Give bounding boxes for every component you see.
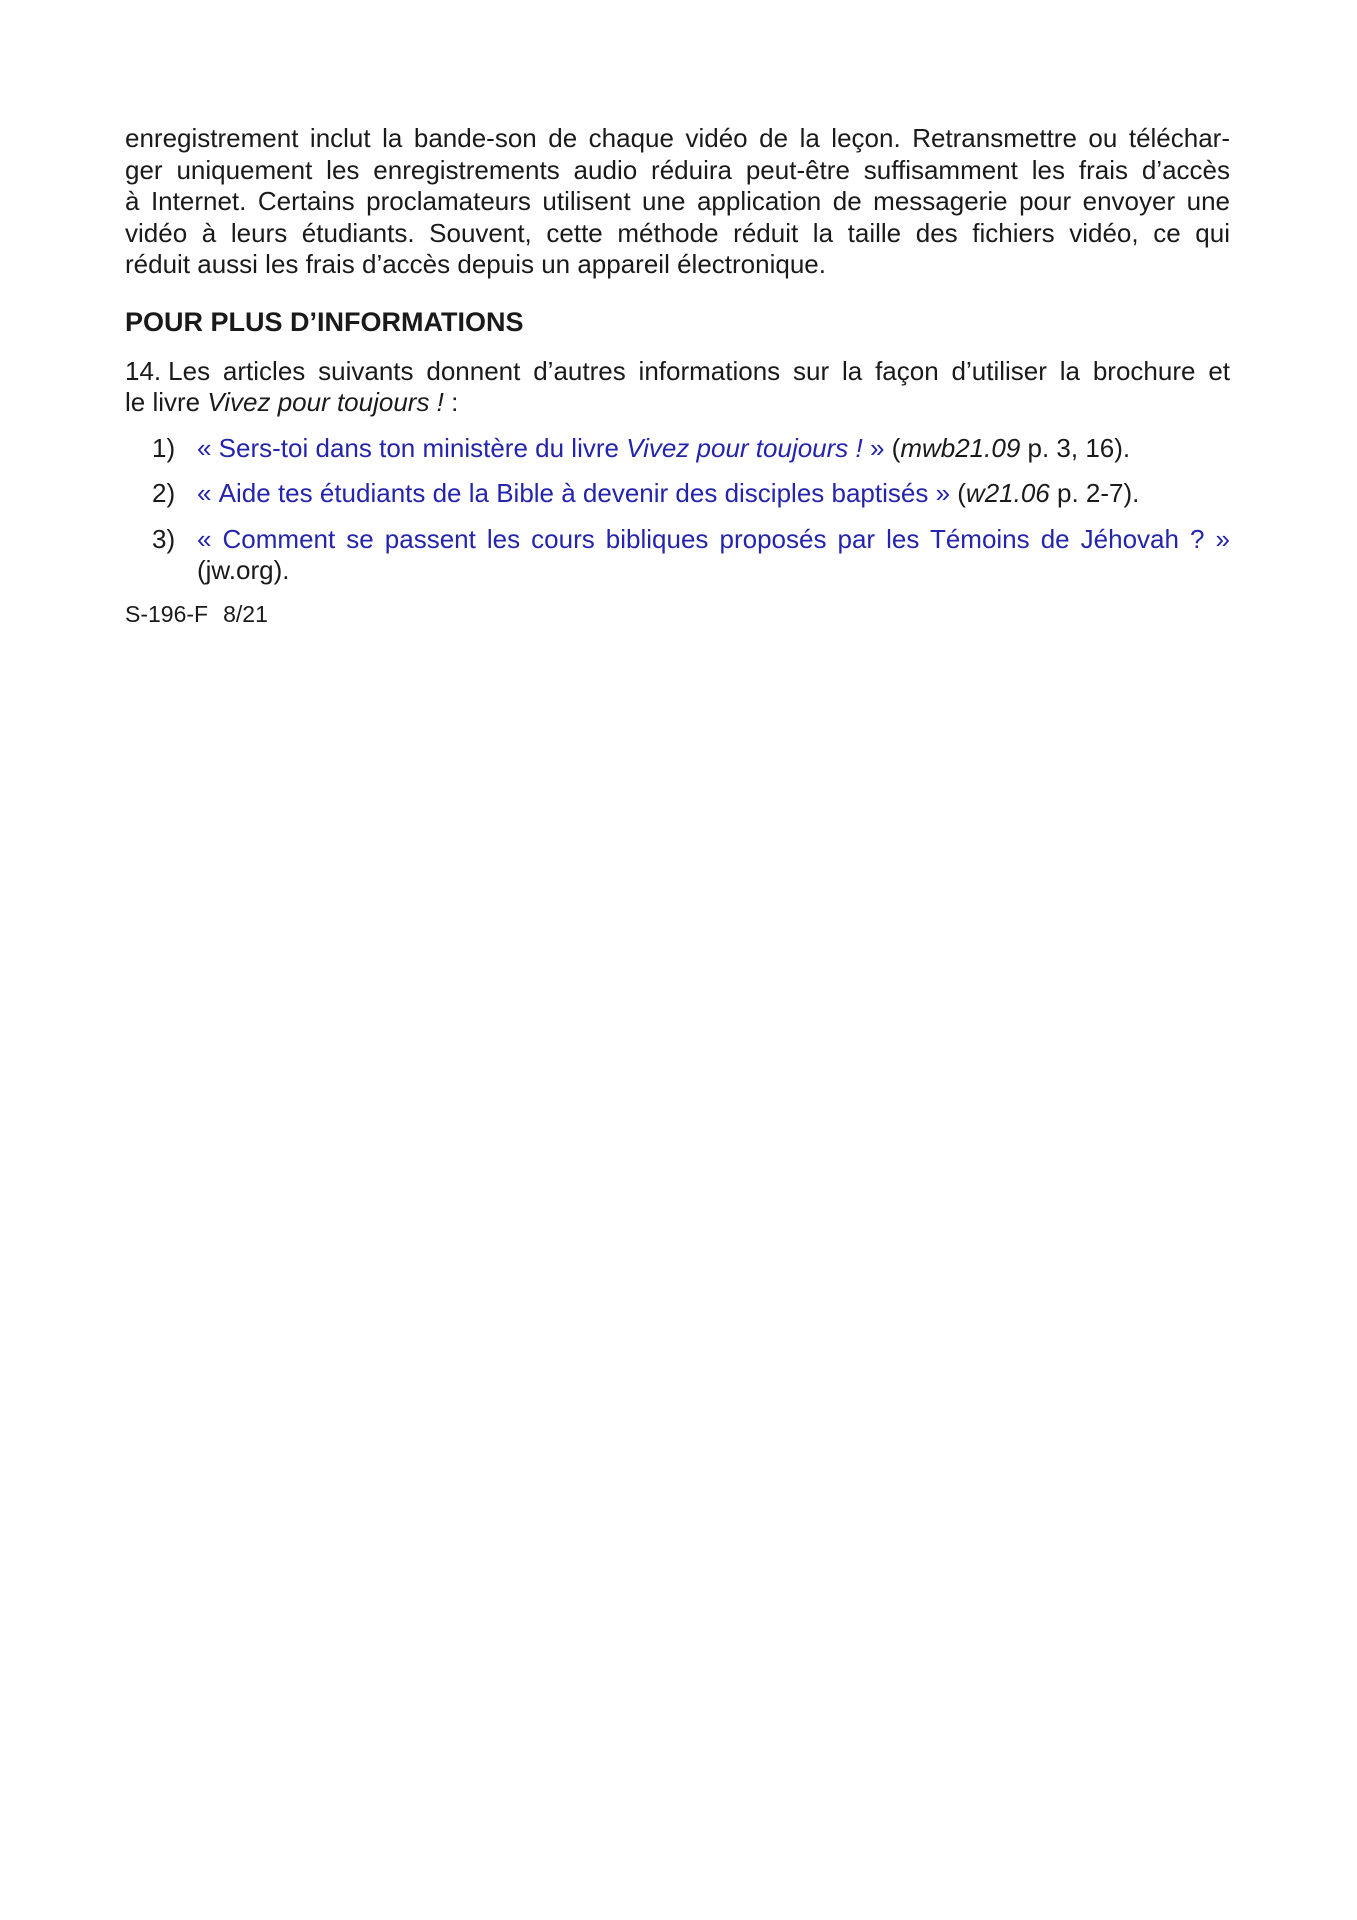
list-item-2-body bbox=[197, 478, 1230, 510]
paragraph-number: 14. bbox=[125, 355, 162, 386]
paragraph-14-text-colon: : bbox=[443, 387, 459, 417]
article-link-1[interactable] bbox=[197, 433, 884, 463]
article-link-2[interactable] bbox=[197, 478, 950, 508]
article-link-3[interactable] bbox=[197, 524, 1230, 554]
list-item-3-body bbox=[197, 524, 1230, 587]
article-link-1-book-title: Vivez pour toujours ! bbox=[626, 432, 863, 463]
article-1-reference-code: mwb21.09 bbox=[900, 432, 1021, 463]
article-list bbox=[125, 433, 1230, 587]
paragraph-14-line-2 bbox=[125, 387, 1230, 419]
paragraph-14-text-normal: le livre bbox=[125, 387, 208, 417]
paragraph-14-text: Les articles suivants donnent d’autres informations sur la façon d’utiliser la brochure et bbox=[168, 355, 1230, 386]
list-item-2 bbox=[125, 478, 1230, 510]
article-2-reference-pages: p. 2-7). bbox=[1049, 478, 1140, 508]
article-1-reference-pages: p. 3, 16). bbox=[1020, 432, 1131, 463]
paragraph-13 bbox=[125, 123, 1230, 281]
paragraph-13-line-4: vidéo à leurs étudiants. Souvent, cette méthode réduit la taille des fichiers vidéo, ce qui bbox=[125, 217, 1230, 248]
article-link-1-text: « Sers-toi dans ton ministère du livre bbox=[197, 432, 627, 463]
paragraph-14-line-1 bbox=[125, 356, 1230, 388]
form-footer bbox=[125, 601, 1230, 628]
form-number: S-196-F bbox=[125, 600, 209, 627]
list-item-1-body bbox=[197, 433, 1230, 465]
list-item-1 bbox=[125, 433, 1230, 465]
article-2-reference-open: ( bbox=[950, 478, 966, 508]
article-link-2-text: « Aide tes étudiants de la Bible à devenir des disciples baptisés » bbox=[197, 478, 951, 508]
article-1-reference-open: ( bbox=[884, 432, 901, 463]
paragraph-13-line-2: ger uniquement les enregistrements audio réduira peut-être suffisamment les frais d’accès bbox=[125, 154, 1230, 185]
article-2-reference-code: w21.06 bbox=[965, 478, 1050, 508]
paragraph-14 bbox=[125, 356, 1230, 419]
book-title-italic: Vivez pour toujours ! bbox=[207, 387, 444, 417]
list-item-1-number: 1) bbox=[152, 432, 176, 463]
paragraph-13-line-5: réduit aussi les frais d’accès depuis un appareil électronique. bbox=[125, 249, 826, 279]
form-date: 8/21 bbox=[223, 600, 268, 627]
list-item-3 bbox=[125, 524, 1230, 587]
list-item-3-number: 3) bbox=[152, 523, 176, 554]
article-3-reference-source: (jw.org). bbox=[197, 555, 290, 585]
paragraph-13-line-3: à Internet. Certains proclamateurs utilisent une application de messagerie pour envoyer une bbox=[125, 186, 1230, 216]
article-link-1-close-quote: » bbox=[862, 432, 885, 463]
list-item-2-number: 2) bbox=[152, 478, 176, 508]
article-link-3-text: « Comment se passent les cours bibliques proposés par les Témoins de Jéhovah ? » bbox=[197, 523, 1230, 554]
paragraph-13-line-1: enregistrement inclut la bande-son de chaque vidéo de la leçon. Retransmettre ou téléchar- bbox=[125, 123, 1230, 153]
section-heading: POUR PLUS D’INFORMATIONS bbox=[125, 306, 524, 337]
